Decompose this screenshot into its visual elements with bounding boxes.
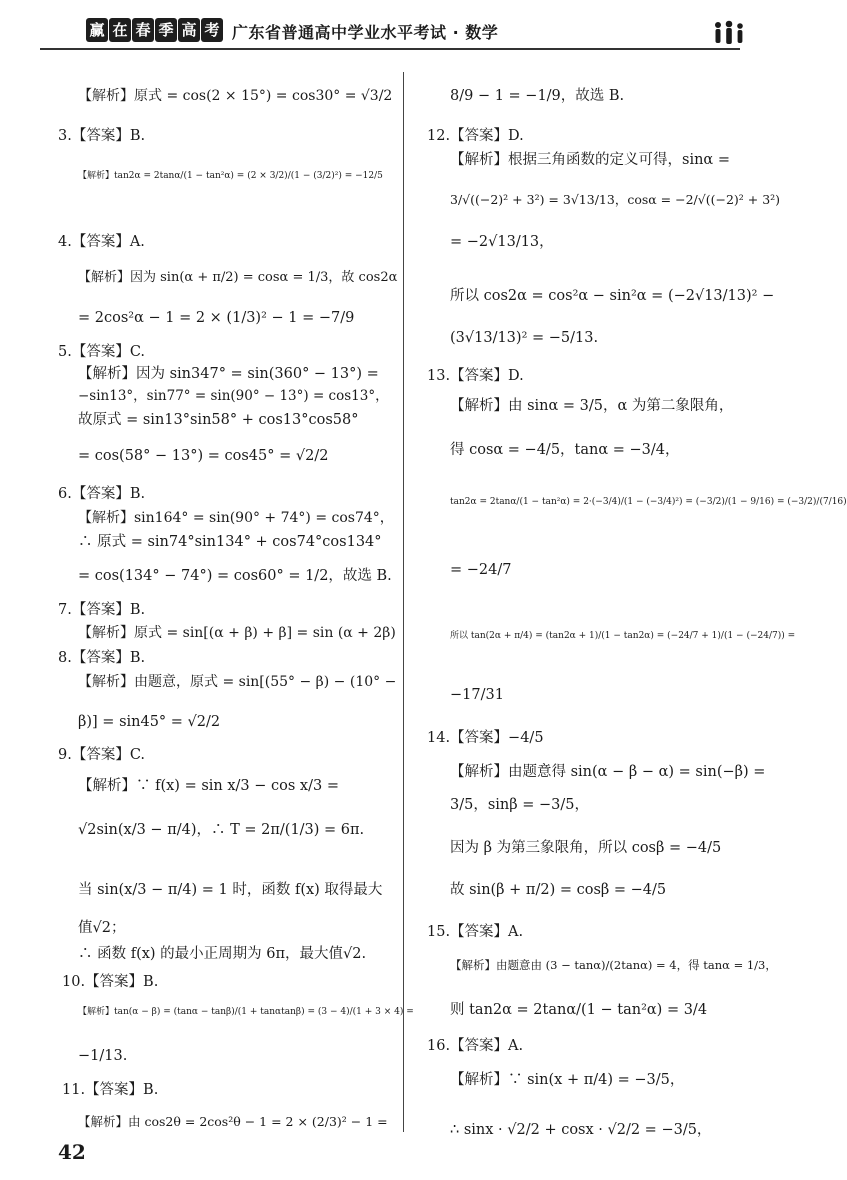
left-line: 【解析】sin164° = sin(90° + 74°) = cos74°， [78,510,394,526]
right-line: 得 cosα = −4/5，tanα = −3/4， [450,442,680,458]
left-line: 值√2； [78,920,126,936]
right-line: = −24/7 [450,562,512,578]
left-line: 【解析】由 cos2θ = 2cos²θ − 1 = 2 × (2/3)² − 1 = [78,1114,388,1129]
right-line: (3√13/13)² = −5/13. [450,330,599,346]
left-line: 【解析】因为 sin(α + π/2) = cosα = 1/3，故 cos2α [78,270,398,285]
badge-char: 春 [132,18,154,42]
header-title: 广东省普通高中学业水平考试 · 数学 [232,23,499,42]
left-line: 9.【答案】C. [58,747,146,763]
left-line: −sin13°，sin77° = sin(90° − 13°) = cos13°， [78,388,389,404]
right-line: 8/9 − 1 = −1/9，故选 B. [450,88,625,104]
left-line: 故原式 = sin13°sin58° + cos13°cos58° [78,412,359,428]
right-line: 14.【答案】−4/5 [427,730,544,746]
right-line: 因为 β 为第三象限角，所以 cosβ = −4/5 [450,840,722,856]
left-line: √2sin(x/3 − π/4)，∴ T = 2π/(1/3) = 6π. [78,822,365,838]
right-line: tan2α = 2tanα/(1 − tan²α) = 2·(−3/4)/(1 − (−3/4)²) = (−3/2)/(1 − 9/16) = (−3/2)/(7/16) [450,497,847,507]
page-header [0,0,800,60]
left-line: 6.【答案】B. [58,486,146,502]
left-line: = 2cos²α − 1 = 2 × (1/3)² − 1 = −7/9 [78,310,355,326]
badge-char: 高 [178,18,200,42]
left-line: 3.【答案】B. [58,128,146,144]
left-line: 11.【答案】B. [62,1082,159,1098]
left-line: 【解析】由题意，原式 = sin[(55° − β) − (10° − [78,674,397,690]
left-line: 4.【答案】A. [58,234,145,250]
left-line: = cos(134° − 74°) = cos60° = 1/2，故选 B. [78,568,392,584]
right-line: 16.【答案】A. [427,1038,524,1054]
right-line: 所以 cos2α = cos²α − sin²α = (−2√13/13)² − [450,288,775,304]
column-divider [403,72,404,1132]
left-line: 7.【答案】B. [58,602,146,618]
left-line: 5.【答案】C. [58,344,146,360]
left-line: ∴ 原式 = sin74°sin134° + cos74°cos134° [78,534,382,550]
left-line: 【解析】原式 = cos(2 × 15°) = cos30° = √3/2 [78,88,393,104]
left-line: β)] = sin45° = √2/2 [78,714,221,730]
right-line: 【解析】由题意得 sin(α − β − α) = sin(−β) = [450,764,766,780]
right-line: 12.【答案】D. [427,128,524,144]
left-line: 【解析】因为 sin347° = sin(360° − 13°) = [78,366,379,382]
badge-char: 在 [109,18,131,42]
badge-char: 季 [155,18,177,42]
right-line: 【解析】由题意由 (3 − tanα)/(2tanα) = 4，得 tanα = 1/3， [450,958,777,972]
series-badge [86,18,223,42]
right-line: 3/5，sinβ = −3/5， [450,797,589,813]
left-line: 8.【答案】B. [58,650,146,666]
right-line: 【解析】∵ sin(x + π/4) = −3/5， [450,1072,685,1088]
badge-char: 考 [201,18,223,42]
page-number: 42 [58,1140,86,1164]
people-figures-icon [712,20,748,50]
left-line: 【解析】tan(α − β) = (tanα − tanβ)/(1 + tanαtanβ) = (3 − 4)/(1 + 3 × 4) = [78,1007,414,1017]
right-line: ∴ sinx · √2/2 + cosx · √2/2 = −3/5， [450,1122,712,1138]
right-line: = −2√13/13， [450,234,554,250]
badge-char: 赢 [86,18,108,42]
left-line: 【解析】∵ f(x) = sin x/3 − cos x/3 = [78,778,339,794]
right-line: 则 tan2α = 2tanα/(1 − tan²α) = 3/4 [450,1002,708,1018]
right-line: 13.【答案】D. [427,368,524,384]
right-line: 所以 tan(2α + π/4) = (tan2α + 1)/(1 − tan2α) = (−24/7 + 1)/(1 − (−24/7)) = [450,631,796,641]
right-line: 15.【答案】A. [427,924,524,940]
right-line: 故 sin(β + π/2) = cosβ = −4/5 [450,882,667,898]
header-rule [40,48,740,50]
left-line: = cos(58° − 13°) = cos45° = √2/2 [78,448,329,464]
left-line: 10.【答案】B. [62,974,159,990]
left-line: 【解析】原式 = sin[(α + β) + β] = sin (α + 2β) [78,625,396,641]
right-line: 【解析】由 sinα = 3/5，α 为第二象限角， [450,398,734,414]
right-line: −17/31 [450,687,504,703]
right-line: 3/√((−2)² + 3²) = 3√13/13，cosα = −2/√((−2)² + 3²) [450,192,781,207]
left-line: −1/13. [78,1048,128,1064]
right-line: 【解析】根据三角函数的定义可得，sinα = [450,152,730,168]
left-line: 当 sin(x/3 − π/4) = 1 时，函数 f(x) 取得最大 [78,882,383,898]
left-line: ∴ 函数 f(x) 的最小正周期为 6π，最大值√2. [78,946,367,962]
left-line: 【解析】tan2α = 2tanα/(1 − tan²α) = (2 × 3/2)/(1 − (3/2)²) = −12/5 [78,171,383,181]
